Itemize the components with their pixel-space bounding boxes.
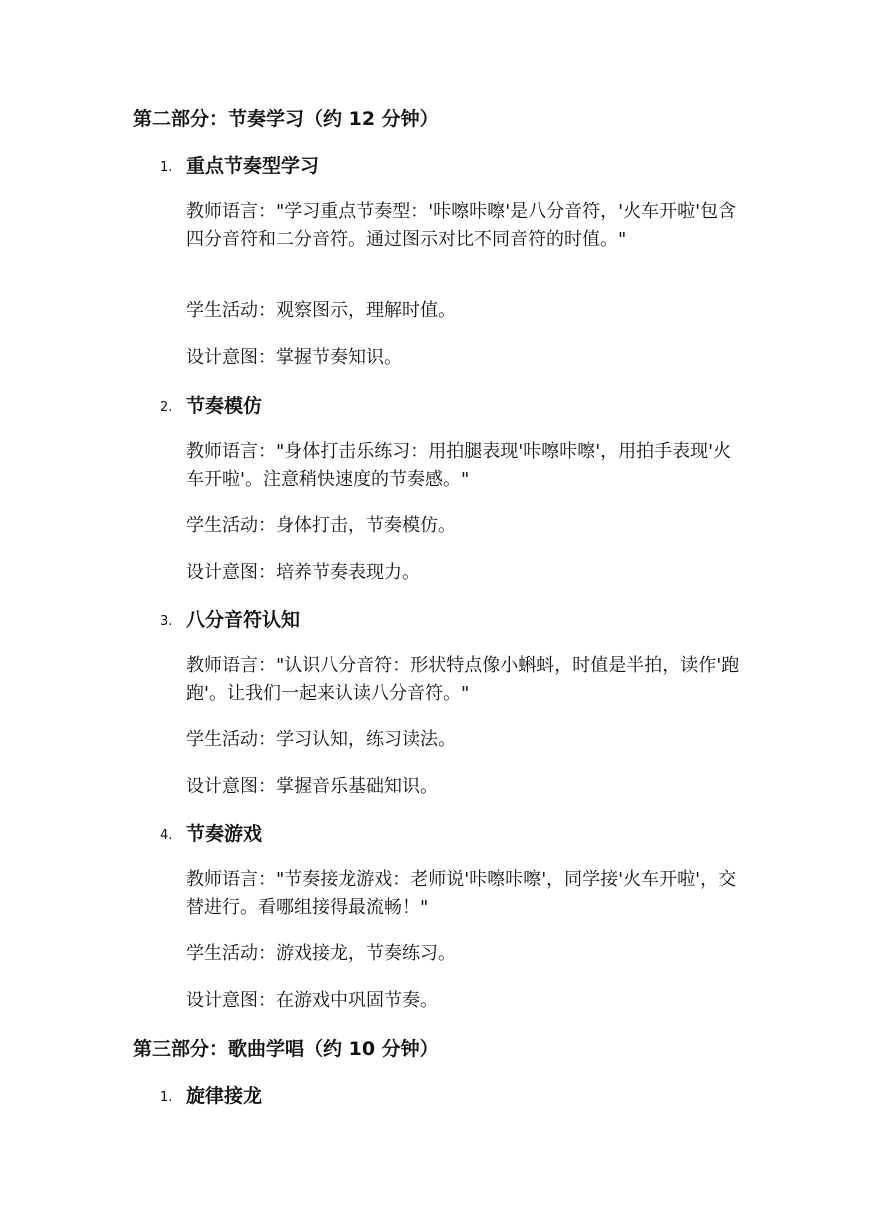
design-intent-paragraph: 设计意图：掌握音乐基础知识。: [186, 776, 438, 797]
section-heading-part-2: 第二部分：节奏学习（约 12 分钟）: [133, 108, 439, 130]
item-number: 1.: [160, 1090, 173, 1105]
item-title: 旋律接龙: [186, 1085, 263, 1107]
section-heading-part-3: 第三部分：歌曲学唱（约 10 分钟）: [133, 1038, 439, 1060]
teacher-speech-paragraph: 教师语言："节奏接龙游戏：老师说'咔嚓咔嚓'，同学接'火车开啦'，交替进行。看哪组接得最流畅！": [186, 869, 737, 918]
teacher-speech-paragraph: 教师语言："学习重点节奏型：'咔嚓咔嚓'是八分音符，'火车开啦'包含四分音符和二分音符。通过图示对比不同音符的时值。": [186, 201, 737, 250]
item-number: 3.: [160, 614, 173, 629]
design-intent-paragraph: 设计意图：掌握节奏知识。: [186, 347, 402, 368]
item-heading: [160, 821, 262, 849]
student-activity-paragraph: 学生活动：学习认知，练习读法。: [186, 729, 456, 750]
item-heading: [160, 607, 300, 635]
student-activity-paragraph: 学生活动：游戏接龙，节奏练习。: [186, 943, 456, 964]
teacher-speech-paragraph: 教师语言："认识八分音符：形状特点像小蝌蚪，时值是半拍，读作'跑跑'。让我们一起来认读八分音符。": [186, 655, 740, 704]
student-activity-paragraph: 学生活动：身体打击，节奏模仿。: [186, 515, 456, 536]
item-heading: [160, 1083, 262, 1111]
item-number: 1.: [160, 160, 173, 175]
design-intent-paragraph: 设计意图：在游戏中巩固节奏。: [186, 990, 438, 1011]
student-activity-paragraph: 学生活动：观察图示，理解时值。: [186, 300, 456, 321]
item-title: 重点节奏型学习: [186, 155, 320, 177]
item-number: 2.: [160, 400, 173, 415]
design-intent-paragraph: 设计意图：培养节奏表现力。: [186, 562, 420, 583]
item-title: 八分音符认知: [186, 609, 301, 631]
item-heading: [160, 393, 262, 421]
item-heading: [160, 153, 319, 181]
item-number: 4.: [160, 828, 173, 843]
item-title: 节奏游戏: [186, 823, 263, 845]
item-title: 节奏模仿: [186, 395, 263, 417]
teacher-speech-paragraph: 教师语言："身体打击乐练习：用拍腿表现'咔嚓咔嚓'，用拍手表现'火车开啦'。注意稍快速度的节奏感。": [186, 441, 732, 490]
